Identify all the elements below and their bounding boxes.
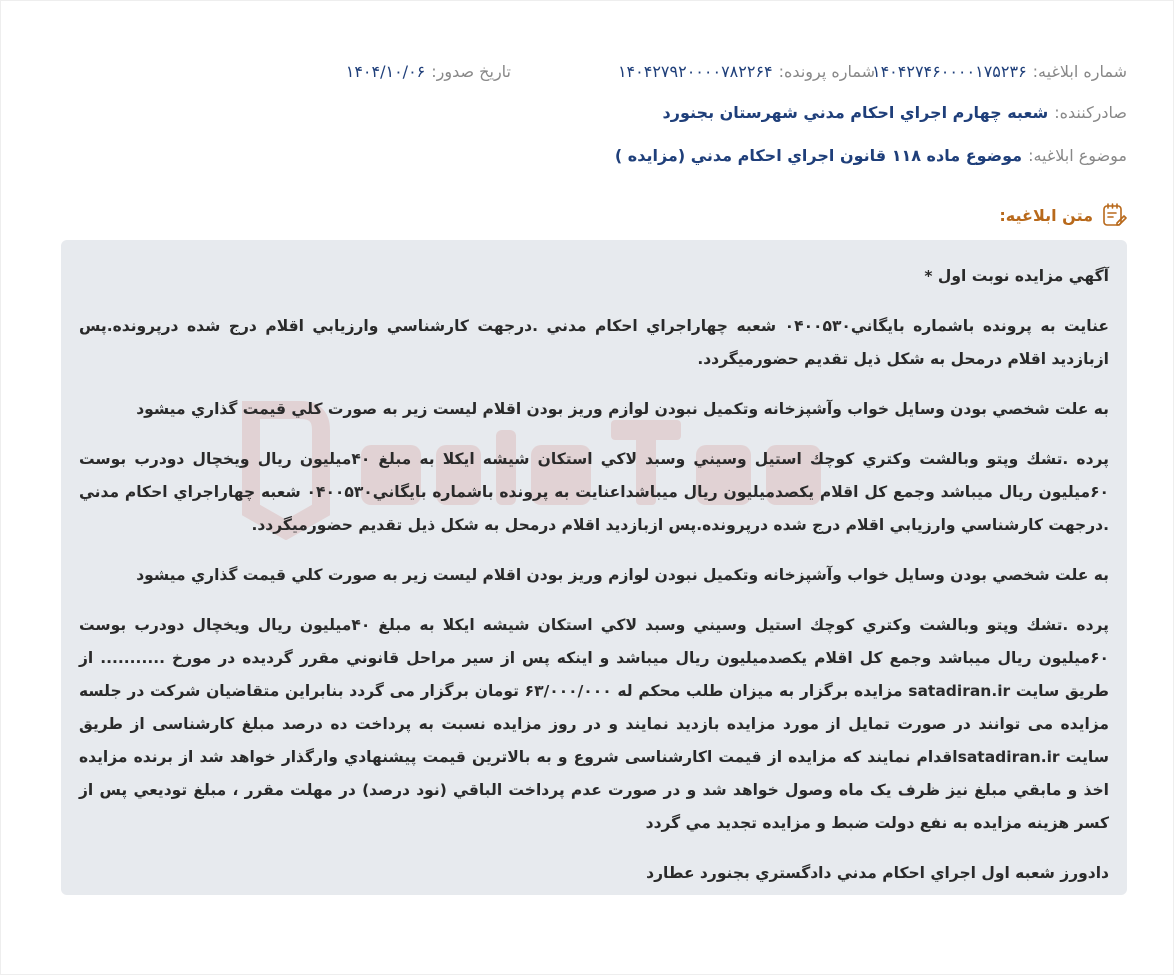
paragraph: دادورز شعبه اول اجراي احکام مدني دادگستري بجنورد عطارد xyxy=(646,864,1109,882)
paragraph: عنايت به پرونده باشماره بايگاني۰۴۰۰۵۳۰ شعبه چهاراجراي احکام مدني .درجهت کارشناسي وارزيابي اقلام درج شده درپرونده.پس ازبازديد اقلام درمحل به شکل ذيل تقديم حضورميگردد. xyxy=(79,317,1109,368)
notice-text-header xyxy=(999,201,1127,229)
case-number-label: شماره پرونده: xyxy=(778,61,875,81)
issue-date-label: تاريخ صدور: xyxy=(431,61,511,81)
issuer-label: صادرکننده: xyxy=(1054,102,1127,122)
meta-row xyxy=(47,59,1127,83)
case-number xyxy=(511,59,875,83)
notice-text-title: متن ابلاغيه: xyxy=(999,205,1093,225)
issuer-row xyxy=(47,100,1127,124)
paragraph: پرده .تشك وپتو وبالشت وکتري کوچك استيل وسيني وسبد لاکي استکان شيشه ايکلا به مبلغ ۴۰ميليون ريال ويخچال دودرب بوست ۶۰ميليون ريال ميباشد وجمع کل اقلام يکصدميليون ريال ميباشد و اينکه پس از سير مراحل قانوني مقرر گرديده در مورخ ........... از طريق سايت satadiran.ir مزايده برگزار به ميزان طلب محکم له ۶۳/۰۰۰/۰۰۰ تومان برگزار می گردد بنابراين متقاضيان شرکت در جلسه مزايده می توانند در صورت تمايل از مورد مزايده بازديد نمايند و در روز مزايده نسبت به پرداخت ده درصد مبلغ کارشناسی از طريق سايت satadiran.irاقدام نمايند که مزايده از قيمت اکارشناسی شروع و به بالاترين قيمت پيشنهادي وارگذار خواهد شد از برنده مزايده اخذ و مابقي مبلغ نيز ظرف يک ماه وصول خواهد شد و در صورت عدم پرداخت الباقي (نود درصد) در مهلت مقرر ، مبلغ توديعي پس از کسر هزينه مزايده به نفع دولت ضبط و مزايده تجديد مي گردد xyxy=(79,616,1109,832)
case-number-value: ۱۴۰۴۲۷۹۲۰۰۰۰۷۸۲۲۶۴ xyxy=(617,61,773,81)
notice-text-box xyxy=(61,240,1127,895)
paragraph: به علت شخصي بودن وسايل خواب وآشپزخانه وتکميل نبودن لوازم وريز بودن اقلام ليست زير به صورت کلي قيمت گذاري ميشود xyxy=(136,566,1109,584)
issue-date xyxy=(211,59,511,83)
subject-value: موضوع ماده ۱۱۸ قانون اجراي احکام مدني (مزايده ) xyxy=(614,145,1023,165)
issuer-value: شعبه چهارم اجراي احکام مدني شهرستان بجنورد xyxy=(662,102,1049,122)
notice-number-value: ۱۴۰۴۲۷۴۶۰۰۰۰۱۷۵۲۳۶ xyxy=(871,61,1027,81)
paragraph: پرده .تشك وپتو وبالشت وکتري کوچك استيل وسيني وسبد لاکي استکان شيشه ايکلا به مبلغ ۴۰ميليون ريال ويخچال دودرب بوست ۶۰ميليون ريال ميباشد وجمع کل اقلام يکصدميليون ريال ميباشداعنايت به پرونده باشماره بايگاني۰۴۰۰۵۳۰ شعبه چهاراجراي احکام مدني .درجهت کارشناسي وارزيابي اقلام درج شده درپرونده.پس ازبازديد اقلام درمحل به شکل ذيل تقديم حضورميگردد. xyxy=(79,450,1109,534)
notepad-icon xyxy=(1101,202,1127,228)
paragraph: آگهي مزايده نوبت اول * xyxy=(924,267,1109,285)
paragraph: به علت شخصي بودن وسايل خواب وآشپزخانه وتکميل نبودن لوازم وريز بودن اقلام ليست زير به صورت کلي قيمت گذاري ميشود xyxy=(136,400,1109,418)
issue-date-value: ۱۴۰۴/۱۰/۰۶ xyxy=(345,61,426,81)
subject-row xyxy=(47,143,1127,167)
subject-label: موضوع ابلاغيه: xyxy=(1028,145,1127,165)
notice-number xyxy=(871,59,1127,83)
notice-number-label: شماره ابلاغيه: xyxy=(1032,61,1127,81)
